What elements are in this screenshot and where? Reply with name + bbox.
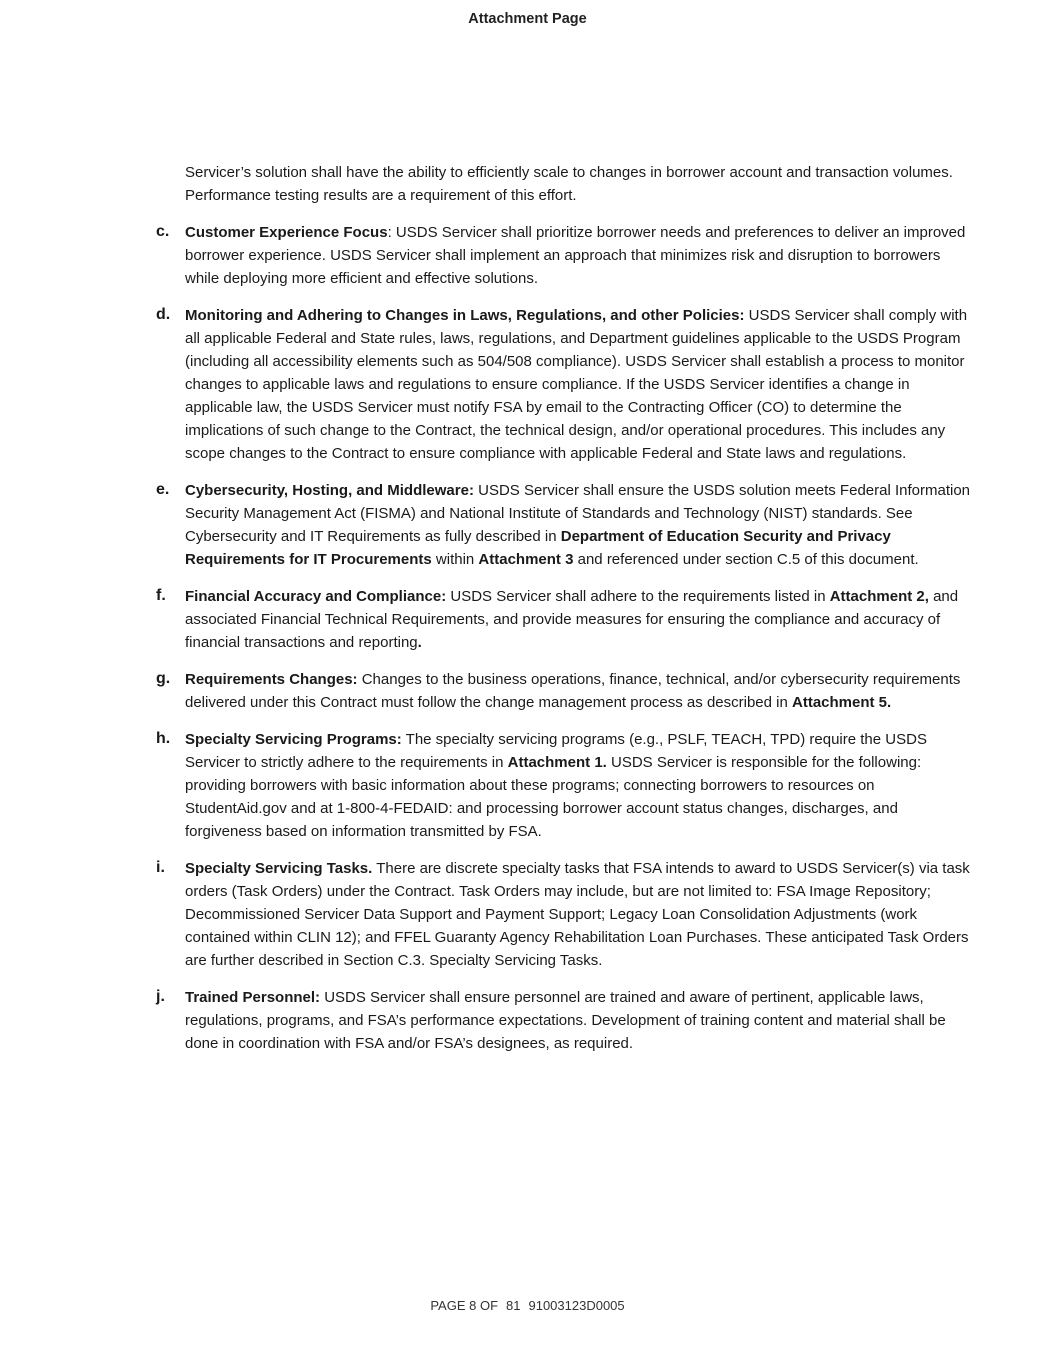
item-text: There are discrete specialty tasks that FSA intends to award to USDS Servicer(s) via task orders (Task Orders) under the Contract. Task Orders may include, but are not limited to: FSA Image Repository; Decommissioned Servicer Data Support and Payment Support; Legacy Loan Consolidation Adjustments (work contained within CLIN 12); and FFEL Guaranty Agency Rehabilitation Loan Purchases. These anticipated Task Orders are further described in Section C.3. Specialty Servicing Tasks. [185,860,970,969]
item-text: USDS Servicer shall comply with all applicable Federal and State rules, laws, regulations, and Department guidelines applicable to the USDS Program (including all accessibility elements such as 504/508 compliance). USDS Servicer shall establish a process to monitor changes to applicable laws and regulations to ensure compliance. If the USDS Servicer identifies a change in applicable law, the USDS Servicer must notify FSA by email to the Contracting Officer (CO) to determine the implications of such change to the Contract, the technical design, and/or operational procedures. This includes any scope changes to the Contract to ensure compliance with applicable Federal and State laws and regulations. [185,307,968,462]
requirement-item [156,728,970,843]
requirement-item [156,585,970,654]
requirement-item [156,668,970,714]
item-bold-text: Attachment 2, [829,588,929,605]
page-label: PAGE 8 OF [430,1298,499,1313]
item-letter: j. [156,988,165,1005]
item-letter: g. [156,670,171,687]
requirement-item [156,857,970,972]
item-bold-text: Attachment 1. [507,754,607,771]
item-bold-text: Cybersecurity, Hosting, and Middleware: [185,482,474,499]
item-bold-text: . [417,634,422,651]
item-bold-text: Specialty Servicing Tasks. [185,860,373,877]
requirement-item [156,986,970,1055]
requirement-item [156,221,970,290]
item-letter: e. [156,481,170,498]
item-text: USDS Servicer shall ensure personnel are trained and aware of pertinent, applicable laws, regulations, programs, and FSA’s performance expectations. Development of training content and material shall be done in coordination with FSA and/or FSA’s designees, as required. [185,989,946,1052]
item-bold-text: Financial Accuracy and Compliance: [185,588,447,605]
item-text: and associated Financial Technical Requirements, and provide measures for ensuring the compliance and accuracy of financial transactions and reporting [185,588,959,651]
item-letter: i. [156,859,165,876]
page-footer [0,1298,1055,1313]
item-text: : USDS Servicer shall prioritize borrower needs and preferences to deliver an improved borrower experience. USDS Servicer shall implement an approach that minimizes risk and disruption to borrowers while deploying more efficient and effective solutions. [185,224,966,287]
item-letter: f. [156,587,166,604]
item-text: USDS Servicer shall ensure the USDS solution meets Federal Information Security Management Act (FISMA) and National Institute of Standards and Technology (NIST) standards. See Cybersecurity and IT Requirements as fully described in [185,482,971,545]
item-text: The specialty servicing programs (e.g., PSLF, TEACH, TPD) require the USDS Servicer to strictly adhere to the requirements in [185,731,927,771]
requirement-item [156,479,971,571]
total-pages: 81 [506,1298,521,1313]
item-bold-text: Monitoring and Adhering to Changes in Laws, Regulations, and other Policies: [185,307,745,324]
item-text: USDS Servicer shall adhere to the requirements listed in [446,588,830,605]
item-text: USDS Servicer is responsible for the following: providing borrowers with basic information about these programs; connecting borrowers to resources on StudentAid.gov and at 1-800-4-FEDAID: and processing borrower account status changes, discharges, and forgiveness based on information transmitted by FSA. [185,754,922,840]
contract-number: 91003123D0005 [528,1298,625,1313]
requirement-item [156,304,970,465]
item-text: and referenced under section C.5 of this document. [573,551,919,568]
item-letter: h. [156,730,171,747]
document-body [156,161,971,1069]
item-bold-text: Attachment 3 [478,551,574,568]
item-text: Changes to the business operations, finance, technical, and/or cybersecurity requirements delivered under this Contract must follow the change management process as described in [185,671,961,711]
item-bold-text: Attachment 5. [792,694,892,711]
item-bold-text: Trained Personnel: [185,989,321,1006]
item-bold-text: Customer Experience Focus [185,224,388,241]
item-letter: d. [156,306,171,323]
requirements-list [156,221,971,1055]
intro-paragraph: Servicer’s solution shall have the ability to efficiently scale to changes in borrower account and transaction volumes. Performance testing results are a requirement of this effort. [185,164,953,204]
item-bold-text: Specialty Servicing Programs: [185,731,402,748]
item-bold-text: Requirements Changes: [185,671,358,688]
item-letter: c. [156,223,170,240]
item-bold-text: Department of Education Security and Privacy Requirements for IT Procurements [185,528,891,568]
item-text: within [431,551,479,568]
page-header-title: Attachment Page [468,11,587,27]
